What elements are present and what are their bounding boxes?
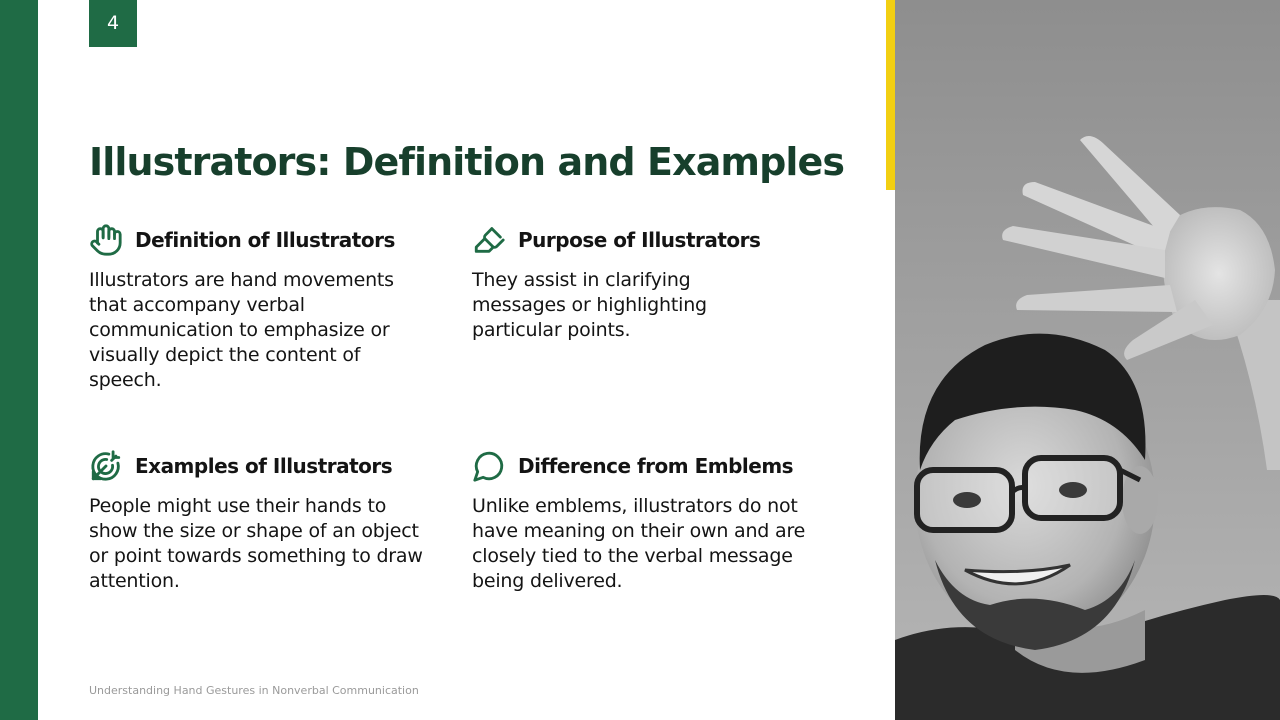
card-examples xyxy=(89,448,439,594)
speech-bubble-icon xyxy=(472,449,506,483)
card-difference xyxy=(472,448,822,594)
hand-icon xyxy=(89,223,123,257)
yellow-accent-bar xyxy=(886,0,895,190)
slide-title: Illustrators: Definition and Examples xyxy=(89,140,845,184)
card-title: Definition of Illustrators xyxy=(135,228,395,252)
left-sidebar-bar xyxy=(0,0,38,720)
card-title: Difference from Emblems xyxy=(518,454,794,478)
card-body: They assist in clarifying messages or highlighting particular points. xyxy=(472,269,707,341)
card-definition xyxy=(89,222,439,393)
presenter-photo xyxy=(895,0,1280,720)
target-arrow-icon xyxy=(89,449,123,483)
card-body: Illustrators are hand movements that accompany verbal communication to emphasize or visually depict the content of speech. xyxy=(89,269,394,391)
card-body: Unlike emblems, illustrators do not have meaning on their own and are closely tied to the verbal message being delivered. xyxy=(472,495,806,592)
card-purpose xyxy=(472,222,822,343)
card-body: People might use their hands to show the size or shape of an object or point towards something to draw attention. xyxy=(89,495,423,592)
card-title: Examples of Illustrators xyxy=(135,454,393,478)
highlighter-icon xyxy=(472,223,506,257)
slide-footer: Understanding Hand Gestures in Nonverbal Communication xyxy=(89,684,419,697)
page-number-badge: 4 xyxy=(89,0,137,47)
card-title: Purpose of Illustrators xyxy=(518,228,761,252)
